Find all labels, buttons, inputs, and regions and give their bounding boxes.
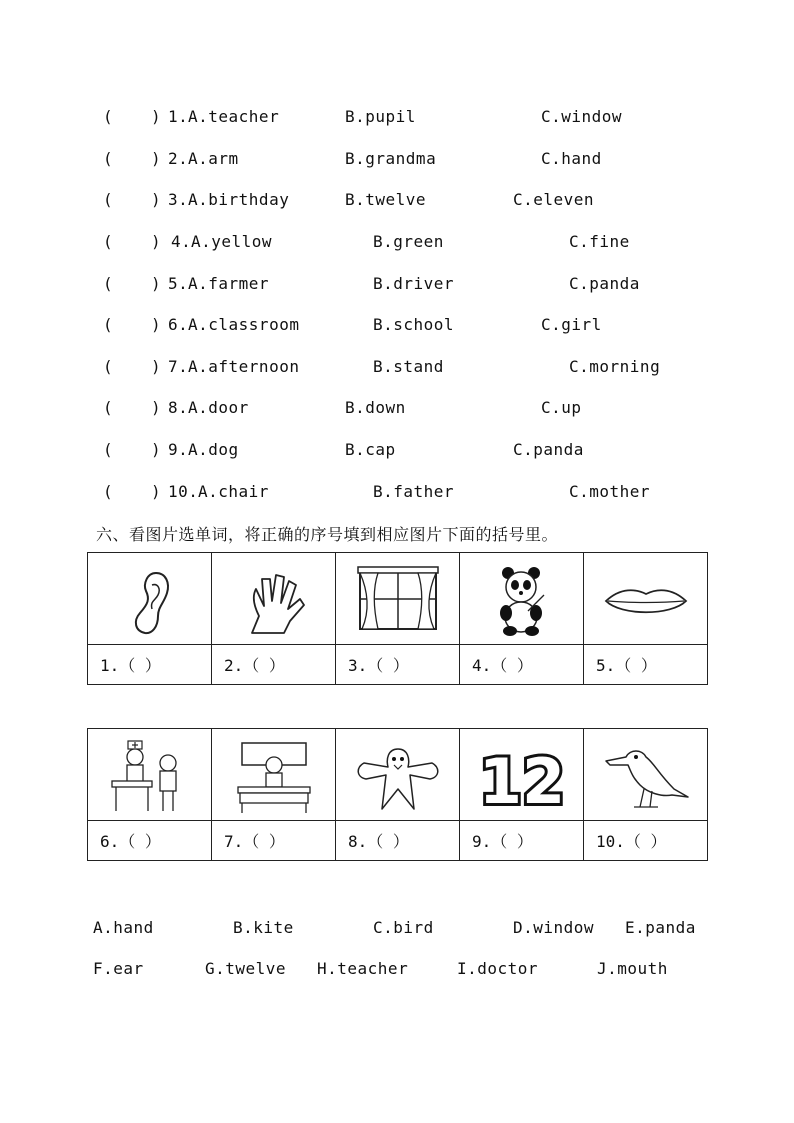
option-b: B.father [373,482,455,501]
word-option-b: B.kite [233,918,294,937]
word-option-j: J.mouth [597,959,668,978]
answer-paren-left[interactable]: ( [103,107,114,126]
teacher-cell [212,729,336,821]
picture-table-2 [87,728,708,861]
option-b: B.school [373,315,455,334]
bird-icon [596,737,696,817]
question-number: 4. [171,232,192,251]
svg-text:12: 12 [478,745,565,817]
option-c: C.window [541,107,623,126]
answer-paren-right: ) [151,107,162,126]
answer-paren-right: ) [151,232,162,251]
question-number: 2. [168,149,189,168]
ear-icon [100,561,200,641]
question-number: 1. [168,107,189,126]
word-option-d: D.window [513,918,595,937]
hand-cell [212,553,336,645]
answer-paren-left[interactable]: ( [103,357,114,376]
panda-icon [472,561,572,641]
answer-paren-left[interactable]: ( [103,482,114,501]
option-a: A.arm [188,149,239,168]
question-number: 7. [168,357,189,376]
answer-label-3[interactable]: 3.（ ） [336,645,460,685]
twelve-cell [460,729,584,821]
bird-cell [584,729,708,821]
picture-table-1 [87,552,708,685]
option-c: C.up [541,398,582,417]
option-c: C.girl [541,315,602,334]
question-number: 10. [168,482,199,501]
question-number: 8. [168,398,189,417]
option-a: A.farmer [188,274,270,293]
word-option-f: F.ear [93,959,144,978]
word-option-g: G.twelve [205,959,287,978]
doctor-icon [100,737,200,817]
question-row [0,149,794,173]
hand-icon [224,561,324,641]
option-b: B.twelve [345,190,427,209]
question-row [0,357,794,381]
word-option-i: I.doctor [457,959,539,978]
question-row [0,190,794,214]
mouth-icon [596,561,696,641]
question-row [0,482,794,506]
question-row [0,107,794,131]
option-a: A.dog [188,440,239,459]
answer-paren-right: ) [151,315,162,334]
answer-paren-left[interactable]: ( [103,398,114,417]
option-c: C.mother [569,482,651,501]
answer-paren-left[interactable]: ( [103,232,114,251]
answer-label-6[interactable]: 6.（ ） [88,821,212,861]
teacher-icon [224,737,324,817]
answer-paren-left[interactable]: ( [103,149,114,168]
question-number: 9. [168,440,189,459]
ear-cell [88,553,212,645]
word-options-row-2 [0,959,794,983]
question-row [0,398,794,422]
doctor-cell [88,729,212,821]
question-number: 3. [168,190,189,209]
word-option-c: C.bird [373,918,434,937]
answer-paren-right: ) [151,357,162,376]
answer-paren-right: ) [151,440,162,459]
option-b: B.grandma [345,149,437,168]
answer-label-2[interactable]: 2.（ ） [212,645,336,685]
kite-cell [336,729,460,821]
answer-label-7[interactable]: 7.（ ） [212,821,336,861]
question-row [0,315,794,339]
section-six-heading: 六、看图片选单词，将正确的序号填到相应图片下面的括号里。 [96,525,559,544]
question-row [0,274,794,298]
question-row [0,232,794,256]
answer-paren-right: ) [151,274,162,293]
option-b: B.stand [373,357,444,376]
option-b: B.pupil [345,107,416,126]
option-c: C.morning [569,357,661,376]
option-a: A.chair [198,482,269,501]
option-a: A.yellow [191,232,273,251]
answer-label-5[interactable]: 5.（ ） [584,645,708,685]
option-c: C.eleven [513,190,595,209]
option-b: B.cap [345,440,396,459]
option-c: C.panda [569,274,640,293]
answer-label-1[interactable]: 1.（ ） [88,645,212,685]
word-option-e: E.panda [625,918,696,937]
question-row [0,440,794,464]
option-b: B.down [345,398,406,417]
mouth-cell [584,553,708,645]
answer-paren-right: ) [151,190,162,209]
answer-paren-left[interactable]: ( [103,274,114,293]
answer-paren-left[interactable]: ( [103,315,114,334]
panda-cell [460,553,584,645]
answer-paren-right: ) [151,482,162,501]
option-a: A.door [188,398,249,417]
word-options-row-1 [0,918,794,942]
option-c: C.panda [513,440,584,459]
option-c: C.fine [569,232,630,251]
answer-label-8[interactable]: 8.（ ） [336,821,460,861]
option-a: A.teacher [188,107,280,126]
answer-paren-right: ) [151,398,162,417]
answer-paren-left[interactable]: ( [103,190,114,209]
question-number: 5. [168,274,189,293]
kite-icon [348,737,448,817]
option-a: A.afternoon [188,357,300,376]
option-b: B.green [373,232,444,251]
answer-paren-left[interactable]: ( [103,440,114,459]
twelve-number-icon [472,737,572,817]
option-a: A.classroom [188,315,300,334]
option-b: B.driver [373,274,455,293]
option-a: A.birthday [188,190,290,209]
answer-label-4[interactable]: 4.（ ） [460,645,584,685]
word-option-a: A.hand [93,918,154,937]
answer-label-10[interactable]: 10.（ ） [584,821,708,861]
answer-paren-right: ) [151,149,162,168]
window-icon [348,561,448,641]
word-option-h: H.teacher [317,959,409,978]
option-c: C.hand [541,149,602,168]
window-cell [336,553,460,645]
question-number: 6. [168,315,189,334]
answer-label-9[interactable]: 9.（ ） [460,821,584,861]
